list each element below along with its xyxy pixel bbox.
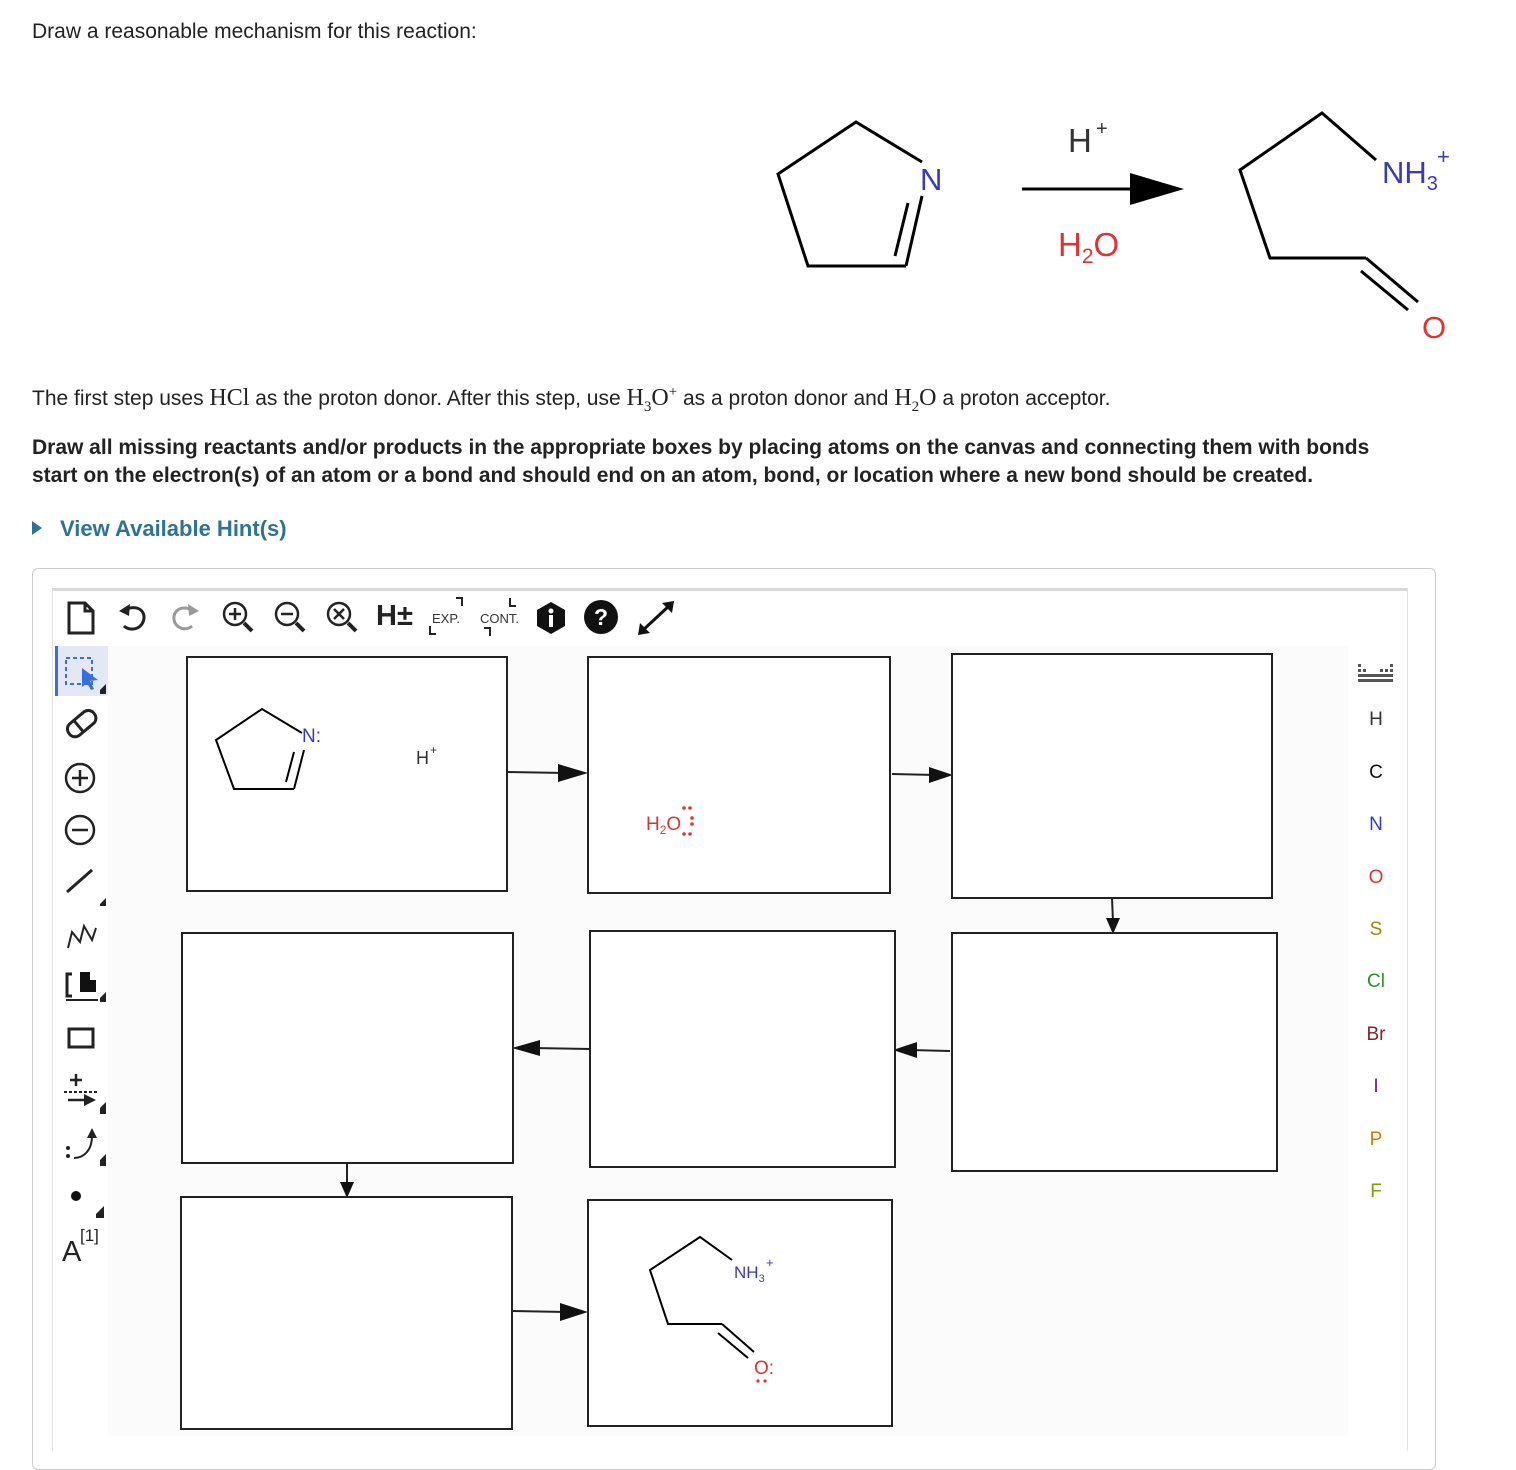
mechanism-box-8[interactable] — [587, 1199, 893, 1427]
box2-water-h: H — [646, 814, 660, 835]
flow-arrowhead-1-2 — [558, 764, 588, 782]
instructions-line-2: start on the electron(s) of an atom or a bond and should end on an atom, bond, or location where a new bond should be created. — [32, 464, 1314, 487]
expand-button[interactable]: EXP. — [432, 611, 460, 626]
box1-nitrogen: N: — [302, 726, 321, 747]
element-C[interactable]: C — [1369, 762, 1383, 783]
box2-water-sub: 2 — [659, 823, 667, 837]
flow-arrow-1-2 — [508, 772, 565, 773]
toggle-hydrogens-button[interactable]: H± — [376, 600, 413, 632]
element-Cl[interactable]: Cl — [1367, 971, 1385, 992]
reagent-info: The first step uses HCl as the proton donor. After this step, use $H_3O^+$ as a proton donor and $H_2O$ a proton acceptor. — [32, 384, 1111, 415]
element-Br[interactable]: Br — [1366, 1024, 1386, 1045]
box1-proton: H — [416, 748, 429, 768]
flow-arrowhead-2-3 — [929, 767, 953, 783]
svg-text:?: ? — [593, 604, 609, 630]
flow-arrow-5-6 — [533, 1048, 590, 1049]
box8-amine-sub: 3 — [758, 1273, 765, 1285]
box2-water-o: O — [666, 814, 682, 835]
element-O[interactable]: O — [1368, 867, 1384, 888]
product-amine: NH — [1382, 155, 1427, 190]
reagent-proton: H — [1068, 122, 1092, 159]
atom-map-index: [1] — [80, 1226, 99, 1245]
question-prompt: Draw a reasonable mechanism for this reaction: — [32, 20, 477, 43]
flow-arrow-7-8 — [513, 1311, 566, 1312]
element-F[interactable]: F — [1370, 1181, 1382, 1202]
mechanism-box-6[interactable] — [181, 932, 514, 1164]
mechanism-box-5[interactable] — [589, 930, 896, 1168]
element-H[interactable]: H — [1369, 709, 1383, 730]
box8-amine: NH — [734, 1263, 759, 1282]
product-amine-charge: + — [1437, 144, 1450, 169]
box8-amine-charge: + — [766, 1255, 774, 1270]
mechanism-box-7[interactable] — [180, 1196, 513, 1430]
element-N[interactable]: N — [1369, 814, 1383, 835]
product-amine-sub: 3 — [1426, 173, 1438, 195]
box8-oxygen: O: — [754, 1358, 775, 1379]
instructions-line-1: Draw all missing reactants and/or products in the appropriate boxes by placing atoms on the canvas and connecting them with bonds — [32, 436, 1370, 459]
flow-arrowhead-7-8 — [560, 1303, 588, 1321]
box1-proton-charge: + — [430, 743, 438, 757]
reactant-nitrogen: N — [920, 162, 943, 197]
element-I[interactable]: I — [1373, 1076, 1379, 1097]
reagent-water-o: O — [1093, 226, 1120, 263]
reagent-proton-charge: + — [1096, 118, 1108, 140]
reagent-water-h: H — [1058, 226, 1082, 263]
mechanism-box-4[interactable] — [951, 932, 1278, 1172]
product-oxygen: O — [1422, 310, 1447, 345]
element-S[interactable]: S — [1369, 919, 1383, 940]
periodic-table-icon[interactable] — [1354, 660, 1398, 690]
atom-map-letter: A — [62, 1236, 82, 1268]
element-P[interactable]: P — [1369, 1129, 1383, 1150]
mechanism-box-1[interactable] — [186, 656, 508, 892]
mechanism-box-3[interactable] — [951, 653, 1273, 899]
contract-button[interactable]: CONT. — [480, 611, 519, 626]
flow-arrowhead-5-6 — [512, 1040, 540, 1056]
reagent-water-sub: 2 — [1081, 245, 1094, 268]
view-hints-link[interactable]: View Available Hint(s) — [32, 516, 287, 542]
mechanism-box-2[interactable] — [587, 656, 891, 894]
flow-arrowhead-4-5 — [893, 1042, 917, 1058]
